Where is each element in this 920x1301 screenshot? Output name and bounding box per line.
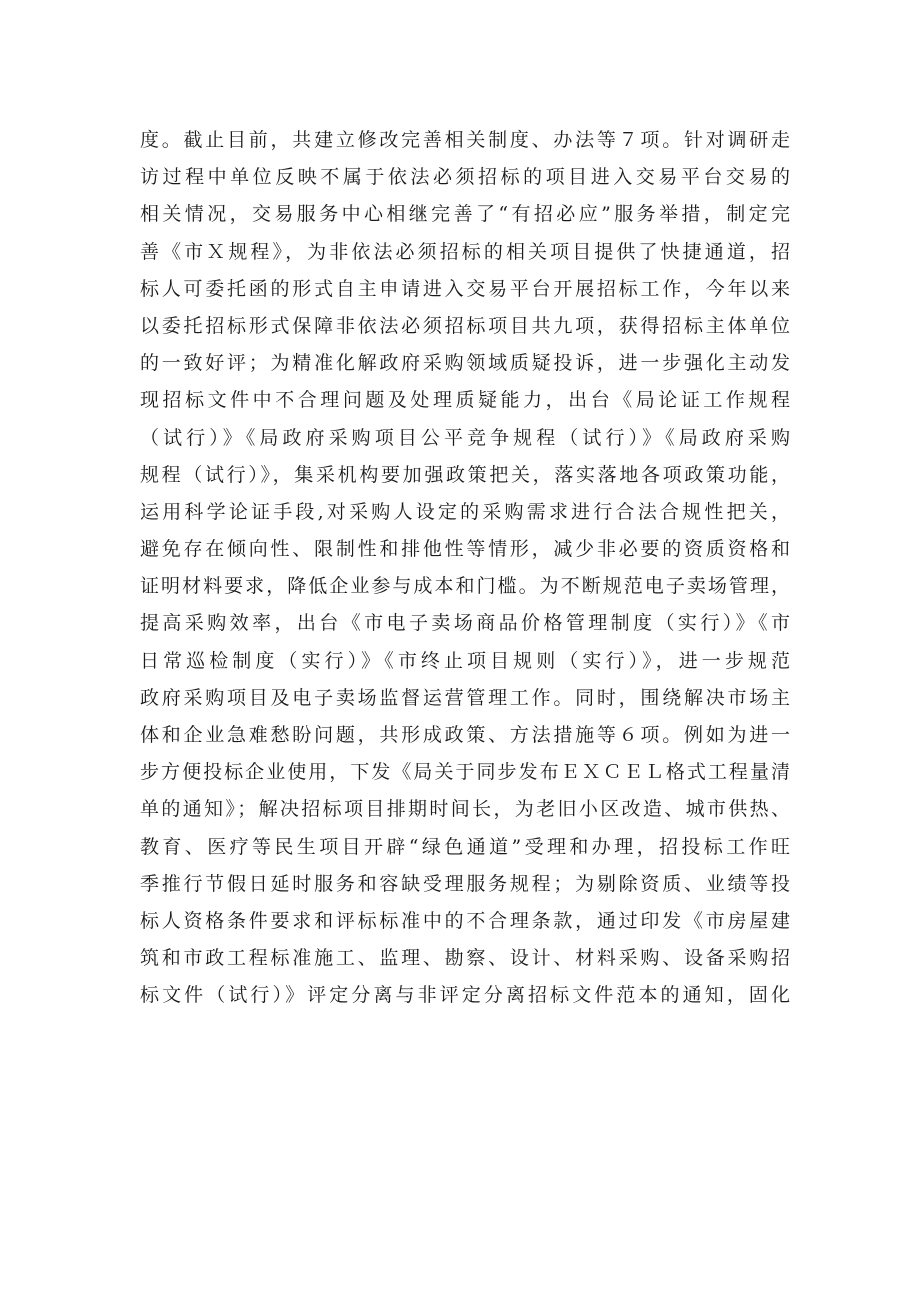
- text-line: 相关情况，交易服务中心相继完善了“有招必应”服务举措，制定完: [140, 203, 790, 226]
- text-line: 筑和市政工程标准施工、监理、勘察、设计、材料采购、设备采购招: [140, 947, 790, 970]
- body-paragraph: [140, 122, 790, 1015]
- text-line: 现招标文件中不合理问题及处理质疑能力，出台《局论证工作规程: [140, 389, 790, 412]
- text-line: 善《市Ｘ规程》，为非依法必须招标的相关项目提供了快捷通道，招: [140, 240, 790, 263]
- text-line: 政府采购项目及电子卖场监督运营管理工作。同时，围绕解决市场主: [140, 686, 790, 709]
- text-line: 度。截止目前，共建立修改完善相关制度、办法等７项。针对调研走: [140, 129, 790, 151]
- text-line: 标人资格条件要求和评标标准中的不合理条款，通过印发《市房屋建: [140, 909, 790, 932]
- text-line: 体和企业急难愁盼问题，共形成政策、方法措施等６项。例如为进一: [140, 724, 790, 746]
- text-line: 提高采购效率，出台《市电子卖场商品价格管理制度（实行）》《市: [140, 612, 790, 635]
- text-line: 单的通知》；解决招标项目排期时间长，为老旧小区改造、城市供热、: [140, 798, 790, 821]
- text-line: 步方便投标企业使用，下发《局关于同步发布ＥＸＣＥＬ格式工程量清: [140, 761, 790, 784]
- text-line: 日常巡检制度（实行）》《市终止项目规则（实行）》，进一步规范: [140, 649, 790, 672]
- text-line: 以委托招标形式保障非依法必须招标项目共九项，获得招标主体单位: [140, 314, 790, 337]
- text-line: 证明材料要求，降低企业参与成本和门槛。为不断规范电子卖场管理，: [140, 575, 790, 598]
- text-line: （试行）》《局政府采购项目公平竞争规程（试行）》《局政府采购: [140, 426, 790, 449]
- text-line: 的一致好评；为精准化解政府采购领域质疑投诉，进一步强化主动发: [140, 352, 790, 375]
- text-line: 标文件（试行）》评定分离与非评定分离招标文件范本的通知，固化: [140, 984, 790, 1007]
- text-line: 访过程中单位反映不属于依法必须招标的项目进入交易平台交易的: [140, 166, 790, 189]
- text-line: 运用科学论证手段,对采购人设定的采购需求进行合法合规性把关，: [140, 500, 790, 523]
- text-line: 规程（试行）》，集采机构要加强政策把关，落实落地各项政策功能，: [140, 463, 790, 486]
- text-line: 教育、医疗等民生项目开辟“绿色通道”受理和办理，招投标工作旺: [140, 835, 790, 858]
- text-line: 季推行节假日延时服务和容缺受理服务规程；为剔除资质、业绩等投: [140, 872, 790, 895]
- text-line: 标人可委托函的形式自主申请进入交易平台开展招标工作，今年以来: [140, 277, 790, 300]
- text-line: 避免存在倾向性、限制性和排他性等情形，减少非必要的资质资格和: [140, 538, 790, 561]
